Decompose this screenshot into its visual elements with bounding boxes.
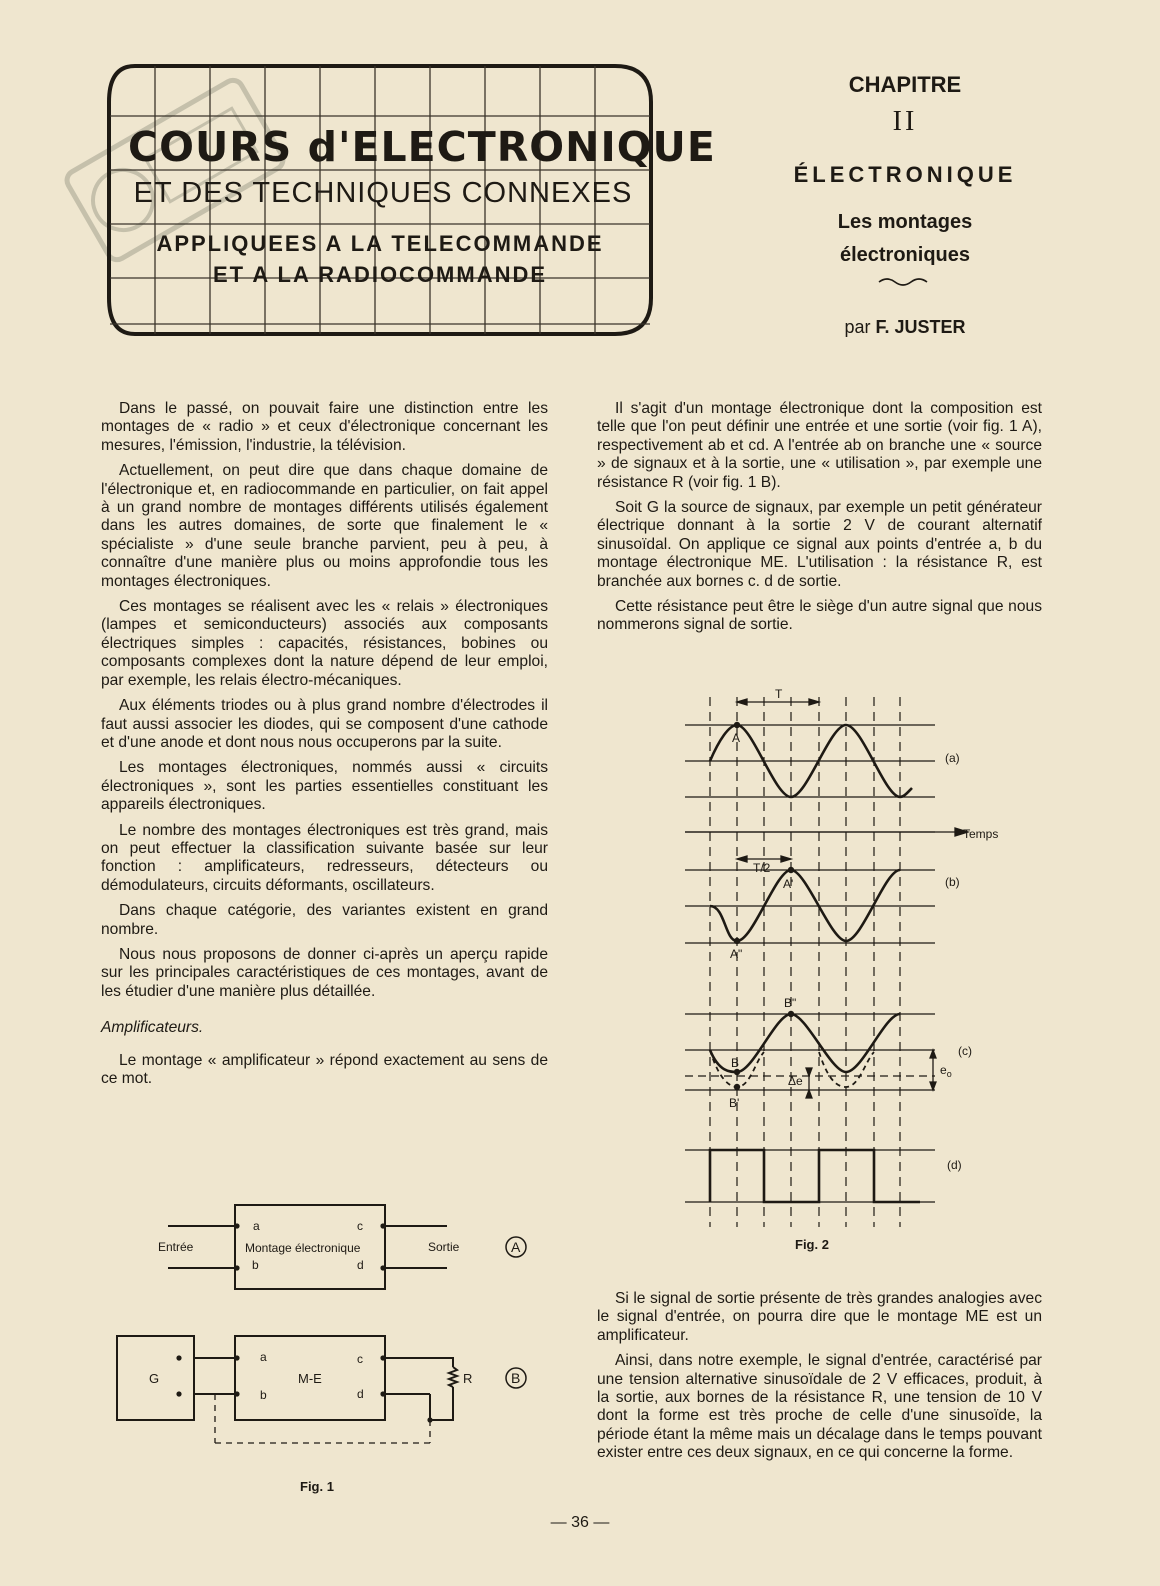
author-prefix: par <box>844 317 871 337</box>
fig2-e0-label <box>940 1063 952 1079</box>
fig1-pin-a: a <box>253 1219 260 1233</box>
right-column-top <box>597 400 1042 642</box>
fig1-b-pin-c: c <box>357 1352 363 1366</box>
banner-line-3: APPLIQUEES A LA TELECOMMANDE <box>156 231 604 256</box>
paragraph: Dans chaque catégorie, des variantes existent en grand nombre. <box>101 902 548 938</box>
fig1-pin-c: c <box>357 1219 363 1233</box>
fig2-label-b: (b) <box>945 875 960 889</box>
figure-1 <box>110 1195 555 1495</box>
fig1-label-b: B <box>511 1370 521 1386</box>
paragraph: Si le signal de sortie présente de très grandes analogies avec le signal d'entrée, on pourra dire que le montage ME est un amplificateur. <box>597 1290 1042 1344</box>
paragraph: Actuellement, on peut dire que dans chaque domaine de l'électronique et, en radiocommande en particulier, on fait appel à un grand nombre de montages différents utilisés également dans les autres domaines, de sorte que finalement le « spécialiste » d'une seule branche parvient, peu à peu, à connaître d'une manière plus ou moins approfondie tous les montages électroniques. <box>101 462 548 590</box>
fig1-caption: Fig. 1 <box>300 1479 334 1494</box>
tilde-ornament <box>875 272 935 290</box>
fig2-caption: Fig. 2 <box>795 1237 829 1252</box>
fig1-label-a: A <box>511 1239 521 1255</box>
chapter-label: CHAPITRE <box>848 72 962 97</box>
fig1-pin-b: b <box>252 1258 259 1272</box>
chapter-title: ÉLECTRONIQUE <box>793 162 1017 187</box>
fig1-me-label: M-E <box>298 1371 322 1386</box>
author-line <box>745 317 1065 338</box>
fig1-entree-label: Entrée <box>158 1240 194 1254</box>
paragraph: Ces montages se réalisent avec les « relais » électroniques (lampes et semiconducteurs) associés aux composants électriques simples : capacités, résistances, bobines ou composants complexes dont la nature dépend de leur emploi, par exemple, les relais électro-mécaniques. <box>101 598 548 689</box>
paragraph: Le montage « amplificateur » répond exactement au sens de ce mot. <box>101 1051 548 1087</box>
paragraph: Les montages électroniques, nommés aussi « circuits électroniques », sont les parties essentielles constituant les appareils électroniques. <box>101 759 548 814</box>
title-banner <box>110 65 716 335</box>
fig2-point-a: A <box>732 731 741 745</box>
paragraph: Il s'agit d'un montage électronique dont la composition est telle que l'on peut définir une entrée et une sortie (voir fig. 1 A), respectivement ab et cd. A l'entrée ab on branche une « source » de signaux et à la sortie, une « utilisation », par exemple une résistance R (voir fig. 1 B). <box>597 400 1042 491</box>
left-column <box>101 400 548 1095</box>
banner-line-2: ET DES TECHNIQUES CONNEXES <box>133 177 633 209</box>
fig2-label-c: (c) <box>958 1044 972 1058</box>
fig1-b-pin-d: d <box>357 1387 364 1401</box>
paragraph: Ainsi, dans notre exemple, le signal d'entrée, caractérisé par une tension alternative sinusoïdale de 2 V efficaces, produit, à la sortie, aux bornes de la résistance R, une tension de 10 V dont la forme est très proche de celle d'une sinusoïde, la période étant la même mais un décalage dans le temps pouvant exister entre ces deux signaux, en ce qui concerne la forme. <box>597 1352 1042 1462</box>
banner-line-4: ET A LA RADIOCOMMANDE <box>212 262 548 287</box>
paragraph: Soit G la source de signaux, par exemple un petit générateur électrique donnant à la sortie 2 V de courant alternatif sinusoïdal. On applique ce signal aux points d'entrée a, b du montage électronique ME. L'utilisation : la résistance R, est branchée aux bornes c. d de sortie. <box>597 499 1042 590</box>
fig1-b-pin-a: a <box>260 1350 267 1364</box>
chapter-subtitle-line-2: électroniques <box>839 244 971 266</box>
fig2-delta-e: Δe <box>788 1074 803 1088</box>
right-column-bottom <box>597 1290 1042 1470</box>
fig1-generator-label: G <box>149 1371 160 1386</box>
chapter-subtitle <box>745 206 1065 272</box>
fig2-point-b: B <box>731 1056 740 1070</box>
fig2-half-period-label: T/2 <box>753 861 771 875</box>
fig2-point-b-prime: B' <box>729 1096 740 1110</box>
page-number: — 36 — <box>550 1514 610 1531</box>
fig1-b-pin-b: b <box>260 1388 267 1402</box>
fig2-period-label: T <box>775 687 783 701</box>
fig1-resistor-label: R <box>463 1371 473 1386</box>
chapter-heading <box>745 70 1065 338</box>
paragraph: Nous nous proposons de donner ci-après un aperçu rapide sur les principales caractéristiques de ces montages, avant de les étudier d'une manière plus détaillée. <box>101 945 548 1000</box>
fig2-time-axis-label: Temps <box>963 827 999 841</box>
banner-title: COURS d'ELECTRONIQUE <box>128 123 716 171</box>
paragraph: Le nombre des montages électroniques est très grand, mais on peut effectuer la classification suivante basée sur leur fonction : amplificateurs, redresseurs, détecteurs ou démodulateurs, circuits déformants, oscillateurs. <box>101 821 548 894</box>
chapter-number: II <box>892 106 918 137</box>
fig1-montage-label: Montage électronique <box>245 1241 361 1255</box>
fig2-label-d: (d) <box>947 1158 962 1172</box>
paragraph: Cette résistance peut être le siège d'un autre signal que nous nommerons signal de sortie. <box>597 598 1042 634</box>
fig2-point-a-prime: A' <box>783 877 794 891</box>
fig2-point-a-double-prime: A" <box>730 947 743 961</box>
fig2-e0-main: e <box>940 1063 947 1077</box>
fig2-point-b-double-prime: B" <box>784 996 797 1010</box>
fig2-e0-sub: o <box>946 1069 952 1079</box>
paragraph: Aux éléments triodes ou à plus grand nombre d'électrodes il faut aussi associer les diodes, qui se composent d'une cathode et d'une anode et dont nous nous occuperons par la suite. <box>101 697 548 751</box>
section-heading: Amplificateurs. <box>101 1019 204 1037</box>
paragraph: Dans le passé, on pouvait faire une distinction entre les montages de « radio » et ceux d'électronique concernant les mesures, l'émission, l'industrie, la télévision. <box>101 400 548 454</box>
figure-2 <box>675 682 1015 1254</box>
fig1-pin-d: d <box>357 1258 364 1272</box>
fig2-label-a: (a) <box>945 751 960 765</box>
chapter-subtitle-line-1: Les montages <box>837 211 973 233</box>
fig1-sortie-label: Sortie <box>428 1240 460 1254</box>
author-name: F. JUSTER <box>875 317 966 337</box>
